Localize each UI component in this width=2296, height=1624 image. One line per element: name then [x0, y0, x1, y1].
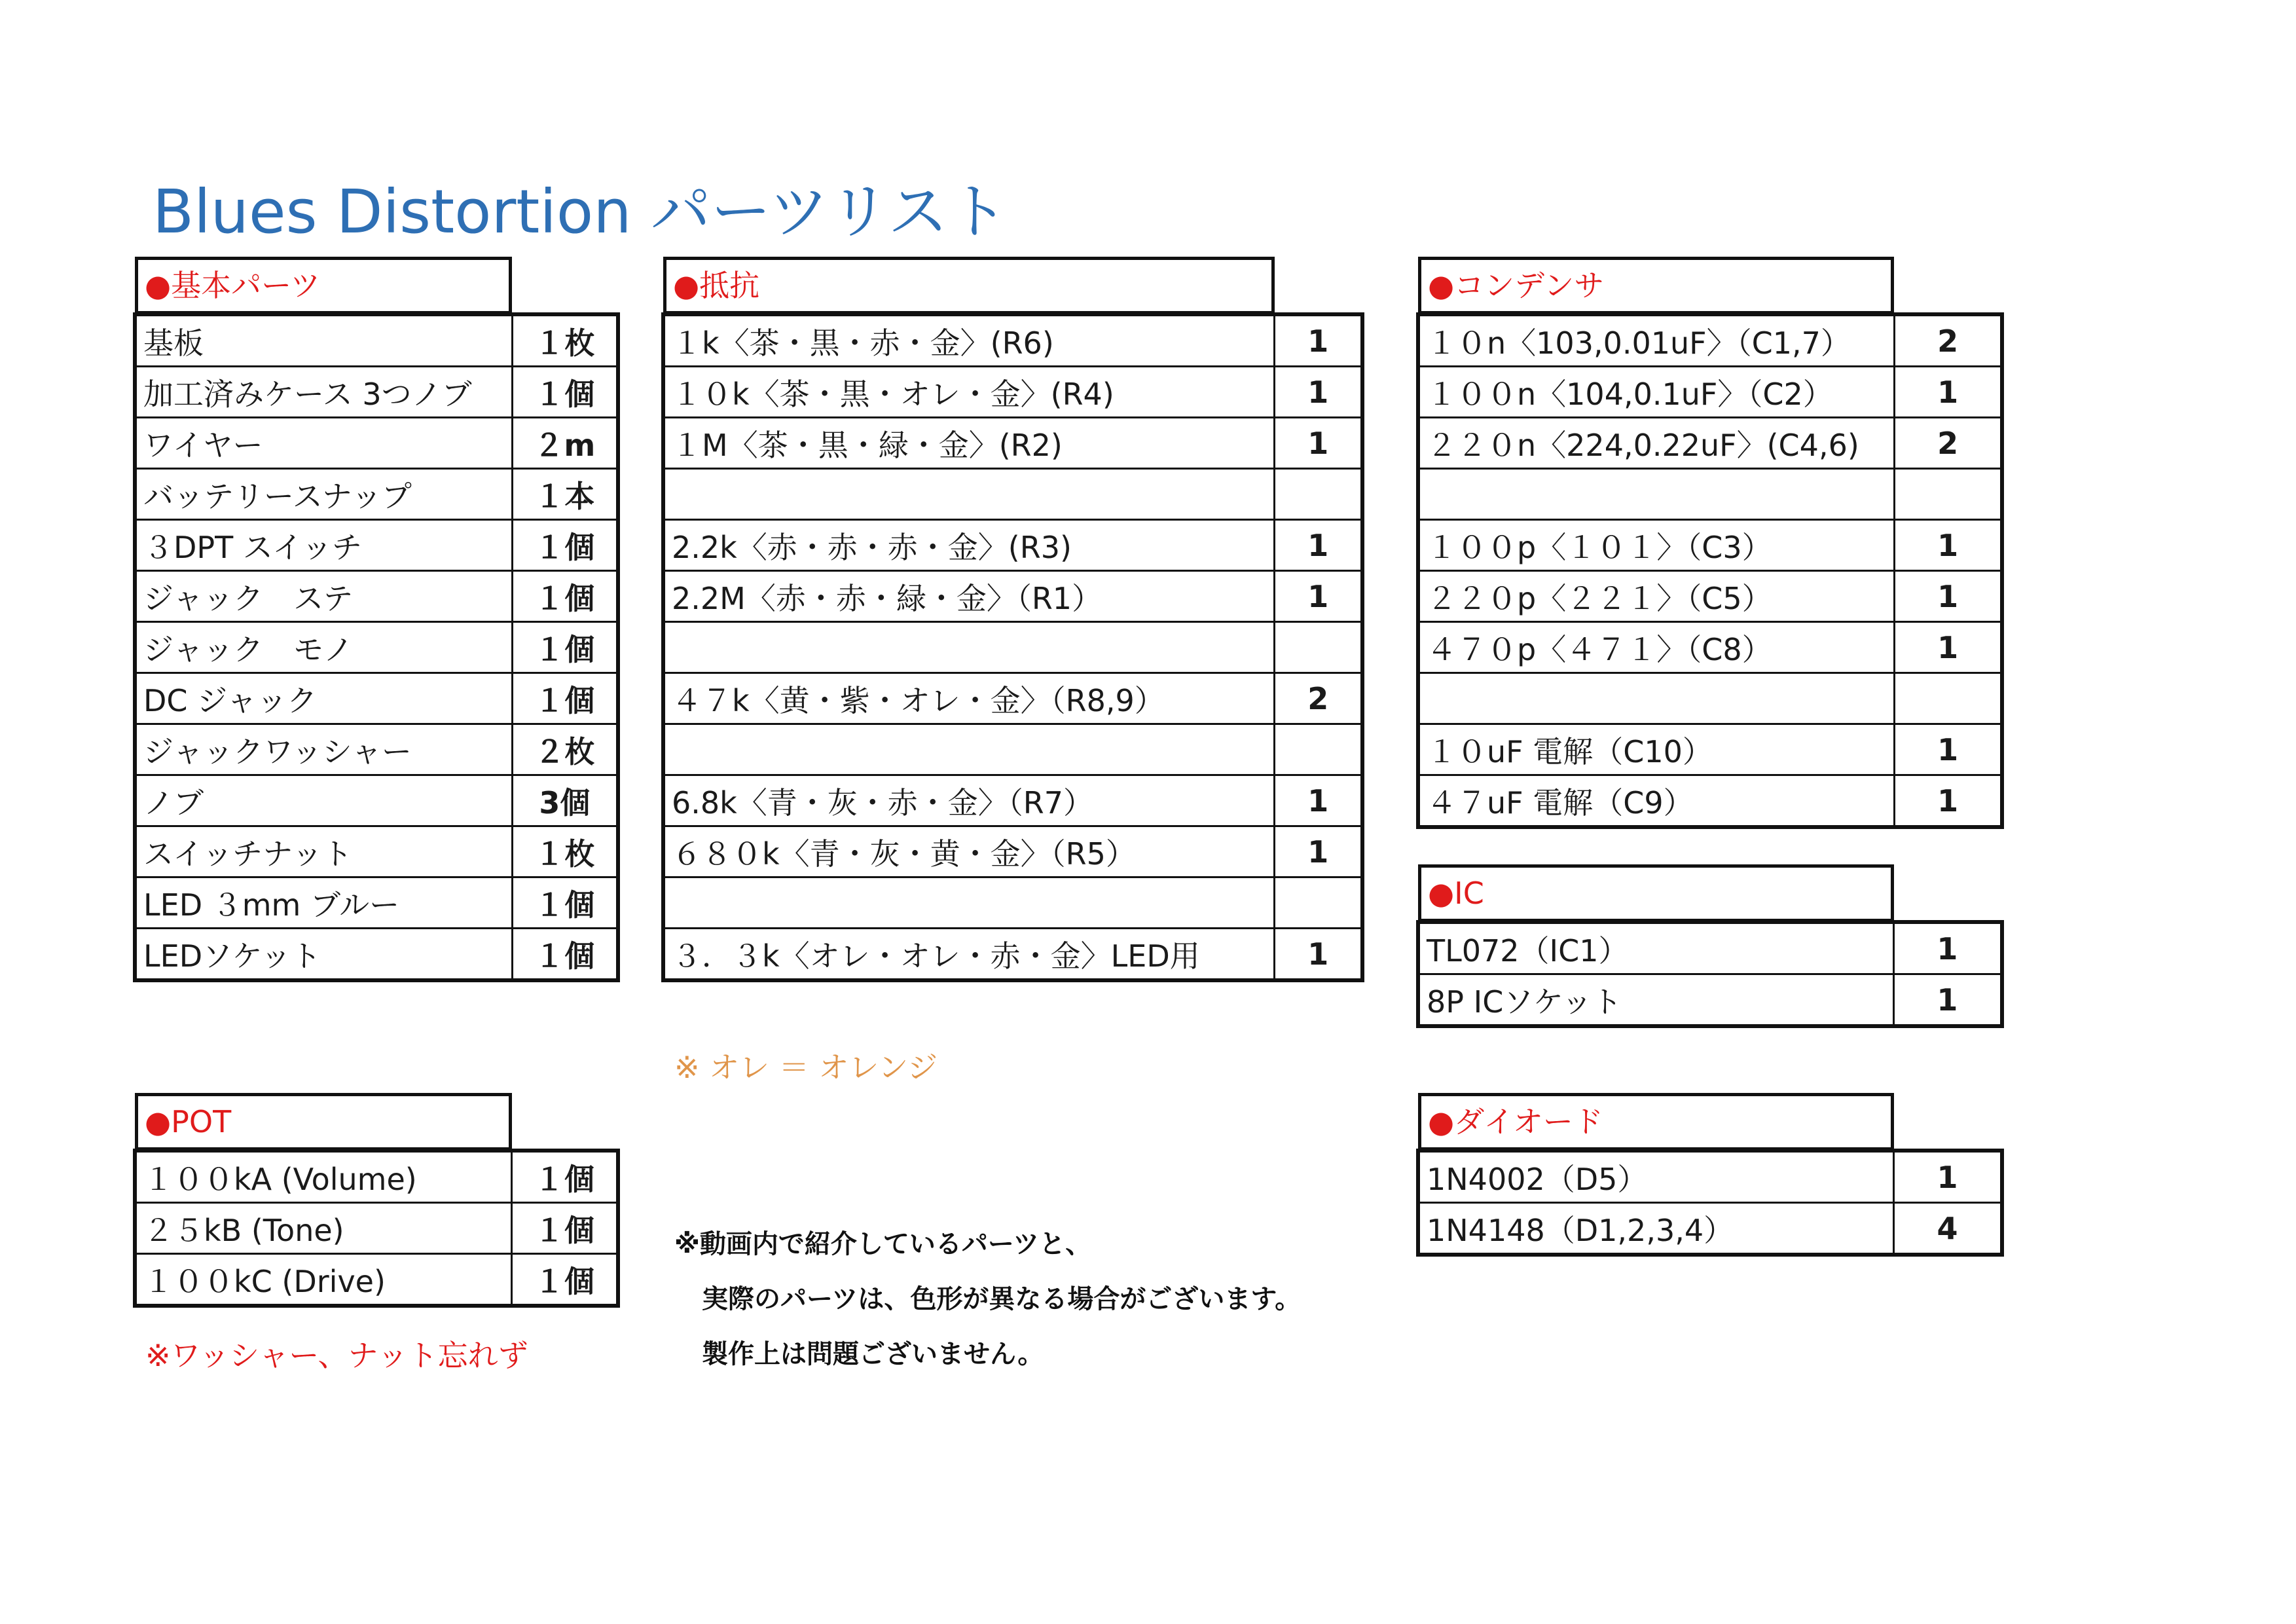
- table-row: [136, 1152, 617, 1203]
- table-row: [1419, 974, 2001, 1025]
- table-row: [1419, 469, 2001, 520]
- part-name: ３DPT スイッチ: [136, 520, 513, 571]
- table-row: [1419, 571, 2001, 622]
- section-header: [135, 1093, 512, 1151]
- part-quantity: １個: [511, 1152, 617, 1203]
- section-label: 基本パーツ: [171, 268, 321, 303]
- parts-table: [135, 1151, 618, 1306]
- part-quantity: [1275, 622, 1362, 673]
- table-row: [136, 1203, 617, 1254]
- part-name: １０uF 電解（C10）: [1419, 724, 1895, 775]
- section-header: [663, 257, 1275, 314]
- part-quantity: １枚: [512, 316, 617, 367]
- part-name: ２２０n〈224,0.22uF〉(C4,6): [1419, 418, 1895, 469]
- parts-table: [1418, 922, 2002, 1026]
- part-quantity: １個: [511, 1254, 617, 1305]
- table-row: [1419, 673, 2001, 724]
- part-name: 基板: [136, 316, 513, 367]
- section-header: [1418, 1093, 1894, 1151]
- part-name: DC ジャック: [136, 673, 513, 724]
- section-label: IC: [1454, 876, 1484, 911]
- table-row: [1419, 724, 2001, 775]
- part-quantity: 1: [1275, 571, 1362, 622]
- part-name: [1419, 673, 1895, 724]
- red-dot-icon: ●: [1428, 876, 1455, 911]
- table-row: [1419, 775, 2001, 826]
- part-name: １００p〈１０１〉（C3）: [1419, 520, 1895, 571]
- part-quantity: 1: [1895, 724, 2001, 775]
- section-label: コンデンサ: [1454, 268, 1605, 303]
- part-name: LED ３mm ブルー: [136, 877, 513, 929]
- part-name: ワイヤー: [136, 418, 513, 469]
- part-quantity: 3個: [512, 775, 617, 826]
- part-quantity: ２枚: [512, 724, 617, 775]
- part-quantity: 1: [1275, 775, 1362, 826]
- part-quantity: 1: [1895, 367, 2001, 418]
- table-row: [665, 316, 1362, 367]
- section-header: [135, 257, 512, 314]
- part-quantity: 1: [1895, 622, 2001, 673]
- table-row: [665, 673, 1362, 724]
- part-name: １００kA (Volume): [136, 1152, 512, 1203]
- part-name: [665, 877, 1275, 929]
- table-row: [136, 418, 617, 469]
- red-dot-icon: ●: [1428, 1104, 1455, 1139]
- part-quantity: [1895, 469, 2001, 520]
- part-name: ３．３k〈オレ・オレ・赤・金〉LED用: [665, 929, 1275, 980]
- part-name: ６８０k〈青・灰・黄・金〉（R5）: [665, 826, 1275, 877]
- disclaimer-line-3: 製作上は問題ございません。: [702, 1339, 1044, 1369]
- part-name: 8P ICソケット: [1419, 974, 1894, 1025]
- part-quantity: 1: [1895, 520, 2001, 571]
- part-name: LEDソケット: [136, 929, 513, 980]
- table-row: [665, 571, 1362, 622]
- section-header: [1418, 864, 1894, 922]
- table-row: [136, 877, 617, 929]
- part-quantity: １個: [512, 673, 617, 724]
- part-quantity: 1: [1275, 826, 1362, 877]
- table-row: [665, 418, 1362, 469]
- part-name: ４７uF 電解（C9）: [1419, 775, 1895, 826]
- table-row: [665, 469, 1362, 520]
- section-pot: [135, 1093, 618, 1306]
- table-row: [136, 469, 617, 520]
- part-name: １M〈茶・黒・緑・金〉(R2): [665, 418, 1275, 469]
- part-name: １０n〈103,0.01uF〉（C1,7）: [1419, 316, 1895, 367]
- part-name: 6.8k〈青・灰・赤・金〉（R7）: [665, 775, 1275, 826]
- part-name: バッテリースナップ: [136, 469, 513, 520]
- disclaimer-line-1: ※動画内で紹介しているパーツと、: [674, 1229, 1092, 1259]
- red-dot-icon: ●: [1428, 268, 1455, 303]
- part-quantity: 2: [1275, 673, 1362, 724]
- part-quantity: 1: [1893, 923, 2001, 974]
- part-quantity: 2: [1895, 316, 2001, 367]
- page-title: Blues Distortion パーツリスト: [153, 177, 1009, 247]
- part-quantity: １個: [512, 367, 617, 418]
- part-quantity: 1: [1894, 1152, 2001, 1203]
- table-row: [1419, 923, 2001, 974]
- part-name: ２５kB (Tone): [136, 1203, 512, 1254]
- section-capacitors: [1418, 257, 2002, 827]
- orange-abbreviation-note: ※ オレ ＝ オレンジ: [674, 1050, 938, 1085]
- part-name: スイッチナット: [136, 826, 513, 877]
- table-row: [1419, 1152, 2001, 1203]
- part-quantity: １枚: [512, 826, 617, 877]
- part-quantity: [1275, 724, 1362, 775]
- section-header: [1418, 257, 1894, 314]
- table-row: [136, 1254, 617, 1305]
- part-quantity: 1: [1275, 418, 1362, 469]
- part-name: 1N4002（D5）: [1419, 1152, 1894, 1203]
- part-quantity: １本: [512, 469, 617, 520]
- table-row: [1419, 622, 2001, 673]
- part-quantity: 1: [1275, 367, 1362, 418]
- table-row: [136, 316, 617, 367]
- washer-nut-reminder: ※ワッシャー、ナット忘れず: [145, 1338, 528, 1373]
- table-row: [665, 775, 1362, 826]
- table-row: [1419, 1203, 2001, 1254]
- table-row: [136, 367, 617, 418]
- table-row: [665, 877, 1362, 929]
- part-name: [665, 724, 1275, 775]
- part-name: １０k〈茶・黒・オレ・金〉(R4): [665, 367, 1275, 418]
- section-basic-parts: [135, 257, 618, 980]
- part-name: ４７０p〈４７１〉（C8）: [1419, 622, 1895, 673]
- table-row: [136, 929, 617, 980]
- table-row: [665, 724, 1362, 775]
- part-quantity: １個: [512, 520, 617, 571]
- table-row: [665, 929, 1362, 980]
- table-row: [136, 775, 617, 826]
- part-quantity: 1: [1893, 974, 2001, 1025]
- table-row: [1419, 418, 2001, 469]
- table-row: [1419, 316, 2001, 367]
- table-row: [665, 826, 1362, 877]
- table-row: [136, 673, 617, 724]
- section-diodes: [1418, 1093, 2002, 1255]
- disclaimer-line-2: 実際のパーツは、色形が異なる場合がございます。: [702, 1284, 1302, 1314]
- red-dot-icon: ●: [145, 1104, 172, 1139]
- section-label: POT: [171, 1104, 232, 1139]
- red-dot-icon: ●: [145, 268, 172, 303]
- red-dot-icon: ●: [673, 268, 700, 303]
- part-name: １００n〈104,0.1uF〉（C2）: [1419, 367, 1895, 418]
- part-quantity: [1275, 469, 1362, 520]
- section-ic: [1418, 864, 2002, 1026]
- part-quantity: 1: [1895, 571, 2001, 622]
- part-name: TL072（IC1）: [1419, 923, 1894, 974]
- part-name: ノブ: [136, 775, 513, 826]
- part-quantity: 1: [1275, 929, 1362, 980]
- part-quantity: １個: [511, 1203, 617, 1254]
- part-quantity: [1895, 673, 2001, 724]
- parts-table: [135, 314, 618, 980]
- section-label: ダイオード: [1454, 1104, 1603, 1139]
- part-quantity: 4: [1894, 1203, 2001, 1254]
- part-quantity: 1: [1895, 775, 2001, 826]
- table-row: [136, 826, 617, 877]
- part-name: 1N4148（D1,2,3,4）: [1419, 1203, 1894, 1254]
- part-quantity: １個: [512, 929, 617, 980]
- parts-table: [1418, 314, 2002, 827]
- table-row: [136, 622, 617, 673]
- part-name: ２２０p〈２２１〉（C5）: [1419, 571, 1895, 622]
- part-name: [665, 469, 1275, 520]
- part-quantity: 2: [1895, 418, 2001, 469]
- table-row: [665, 367, 1362, 418]
- part-quantity: [1275, 877, 1362, 929]
- part-name: [1419, 469, 1895, 520]
- table-row: [1419, 367, 2001, 418]
- part-name: ジャック ステ: [136, 571, 513, 622]
- part-quantity: １個: [512, 571, 617, 622]
- section-resistors: [663, 257, 1362, 980]
- section-label: 抵抗: [699, 268, 760, 303]
- part-quantity: １個: [512, 877, 617, 929]
- table-row: [136, 724, 617, 775]
- part-name: [665, 622, 1275, 673]
- part-name: １００kC (Drive): [136, 1254, 512, 1305]
- parts-table: [1418, 1151, 2002, 1255]
- part-name: １k〈茶・黒・赤・金〉(R6): [665, 316, 1275, 367]
- part-quantity: １個: [512, 622, 617, 673]
- part-quantity: 1: [1275, 520, 1362, 571]
- part-name: 2.2k〈赤・赤・赤・金〉(R3): [665, 520, 1275, 571]
- parts-table: [663, 314, 1362, 980]
- part-quantity: 1: [1275, 316, 1362, 367]
- table-row: [136, 571, 617, 622]
- table-row: [136, 520, 617, 571]
- part-name: 加工済みケース 3つノブ: [136, 367, 513, 418]
- part-name: 2.2M〈赤・赤・緑・金〉（R1）: [665, 571, 1275, 622]
- table-row: [1419, 520, 2001, 571]
- table-row: [665, 622, 1362, 673]
- part-name: ジャック モノ: [136, 622, 513, 673]
- part-quantity: ２m: [512, 418, 617, 469]
- part-name: ジャックワッシャー: [136, 724, 513, 775]
- part-name: ４７k〈黄・紫・オレ・金〉（R8,9）: [665, 673, 1275, 724]
- table-row: [665, 520, 1362, 571]
